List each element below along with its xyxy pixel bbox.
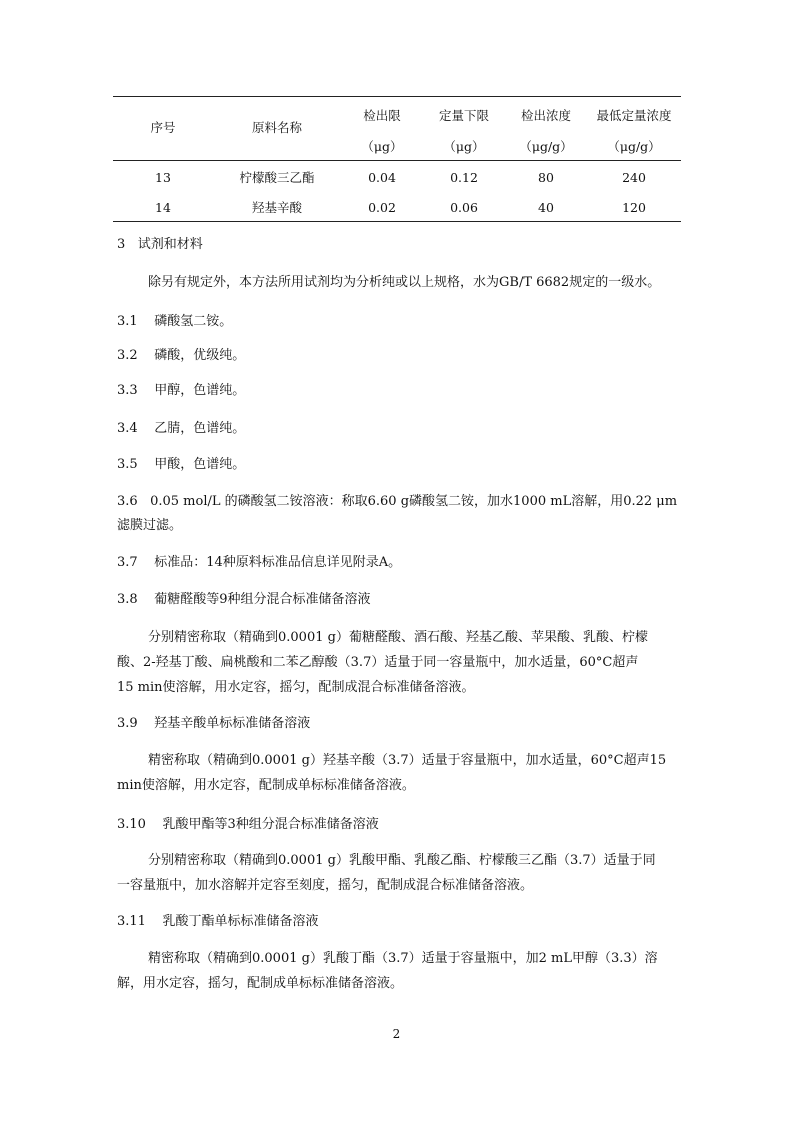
clause-text: 葡糖醛酸等9种组分混合标准储备溶液 — [154, 592, 371, 607]
clause-3-8-paragraph-line-2: 酸、2-羟基丁酸、扁桃酸和二苯乙醇酸（3.7）适量于同一容量瓶中，加水适量，60°C超声 — [117, 655, 639, 670]
table-row-14-det-conc: 40 — [538, 200, 554, 215]
clause-text: 0.05 mol/L 的磷酸氢二铵溶液：称取6.60 g磷酸氢二铵，加水1000 mL溶解，用0.22 μm — [150, 494, 678, 509]
clause-3-11-paragraph-line-2: 解，用水定容，摇匀，配制成单标标准储备溶液。 — [117, 976, 404, 991]
clause-number: 3.4 — [117, 421, 138, 436]
section-title: 试剂和材料 — [137, 237, 203, 252]
table-bottom-rule — [113, 221, 681, 222]
clause-number: 3.2 — [117, 348, 138, 363]
table-row-14-material: 羟基辛酸 — [251, 200, 302, 215]
clause-3-9 — [117, 715, 310, 733]
section-3-intro: 除另有规定外，本方法所用试剂均为分析纯或以上规格，水为GB/T 6682规定的一级水。 — [148, 275, 661, 290]
clause-text: 乳酸丁酯单标标准储备溶液 — [162, 914, 319, 929]
table-row-13-min-quant-conc: 240 — [622, 170, 646, 185]
clause-number: 3.3 — [117, 383, 138, 398]
clause-text: 羟基辛酸单标标准储备溶液 — [154, 716, 311, 731]
clause-number: 3.1 — [117, 314, 138, 329]
clause-number: 3.5 — [117, 457, 138, 472]
clause-text: 标准品：14种原料标准品信息详见附录A。 — [154, 555, 402, 570]
clause-number: 3.6 — [117, 494, 138, 509]
clause-3-6-continuation: 滤膜过滤。 — [117, 518, 183, 533]
table-header-loq-unit: （μg） — [443, 139, 485, 154]
table-header-lod: 检出限 — [363, 108, 401, 123]
clause-3-11 — [117, 913, 319, 931]
table-row-14-min-quant-conc: 120 — [622, 200, 646, 215]
table-row-14-loq: 0.06 — [450, 200, 478, 215]
clause-text: 乳酸甲酯等3种组分混合标准储备溶液 — [162, 817, 379, 832]
table-header-det-conc-unit: （μg/g） — [519, 139, 573, 154]
clause-text: 磷酸，优级纯。 — [154, 348, 246, 363]
clause-3-5 — [117, 456, 245, 474]
clause-3-7 — [117, 554, 401, 572]
clause-number: 3.9 — [117, 716, 138, 731]
table-row-14-serial: 14 — [155, 200, 171, 215]
clause-3-8 — [117, 591, 371, 609]
page-number: 2 — [392, 1027, 401, 1041]
table-header-rule — [113, 160, 681, 161]
clause-3-10-paragraph-line-2: 一容量瓶中，加水溶解并定容至刻度，摇匀，配制成混合标准储备溶液。 — [117, 878, 534, 893]
section-3-heading — [117, 236, 203, 254]
clause-number: 3.8 — [117, 592, 138, 607]
table-row-13-loq: 0.12 — [450, 170, 478, 185]
clause-text: 甲醇，色谱纯。 — [154, 383, 246, 398]
clause-text: 甲酸，色谱纯。 — [154, 457, 246, 472]
clause-3-10 — [117, 816, 379, 834]
clause-3-9-paragraph-line-1: 精密称取（精确到0.0001 g）羟基辛酸（3.7）适量于容量瓶中，加水适量，60°C超声15 — [148, 753, 667, 768]
section-number: 3 — [117, 237, 126, 252]
clause-3-3 — [117, 382, 245, 400]
table-header-material: 原料名称 — [251, 120, 302, 135]
clause-number: 3.10 — [117, 817, 146, 832]
table-header-min-quant-conc: 最低定量浓度 — [596, 108, 672, 123]
table-header-det-conc: 检出浓度 — [520, 108, 571, 123]
clause-number: 3.7 — [117, 555, 138, 570]
clause-3-2 — [117, 347, 245, 365]
table-header-loq: 定量下限 — [438, 108, 489, 123]
clause-3-4 — [117, 420, 245, 438]
table-header-serial: 序号 — [150, 120, 176, 135]
clause-3-6 — [117, 493, 677, 511]
table-row-13-serial: 13 — [155, 170, 171, 185]
clause-text: 乙腈，色谱纯。 — [154, 421, 246, 436]
clause-3-10-paragraph-line-1: 分别精密称取（精确到0.0001 g）乳酸甲酯、乳酸乙酯、柠檬酸三乙酯（3.7）适量于同 — [148, 853, 656, 868]
clause-3-9-paragraph-line-2: min使溶解，用水定容，配制成单标标准储备溶液。 — [117, 778, 415, 793]
clause-number: 3.11 — [117, 914, 146, 929]
table-row-13-det-conc: 80 — [538, 170, 554, 185]
clause-3-1 — [117, 313, 232, 331]
clause-3-8-paragraph-line-3: 15 min使溶解，用水定容，摇匀，配制成混合标准储备溶液。 — [117, 680, 475, 695]
table-row-13-material: 柠檬酸三乙酯 — [239, 170, 315, 185]
clause-text: 磷酸氢二铵。 — [154, 314, 233, 329]
table-row-14-lod: 0.02 — [368, 200, 396, 215]
table-row-13-lod: 0.04 — [368, 170, 396, 185]
table-header-lod-unit: （μg） — [361, 139, 403, 154]
clause-3-8-paragraph-line-1: 分别精密称取（精确到0.0001 g）葡糖醛酸、酒石酸、羟基乙酸、苹果酸、乳酸、柠檬 — [148, 630, 648, 645]
table-header-min-quant-conc-unit: （μg/g） — [607, 139, 661, 154]
clause-3-11-paragraph-line-1: 精密称取（精确到0.0001 g）乳酸丁酯（3.7）适量于容量瓶中，加2 mL甲醇（3.3）溶 — [148, 951, 658, 966]
table-top-rule — [113, 96, 681, 97]
